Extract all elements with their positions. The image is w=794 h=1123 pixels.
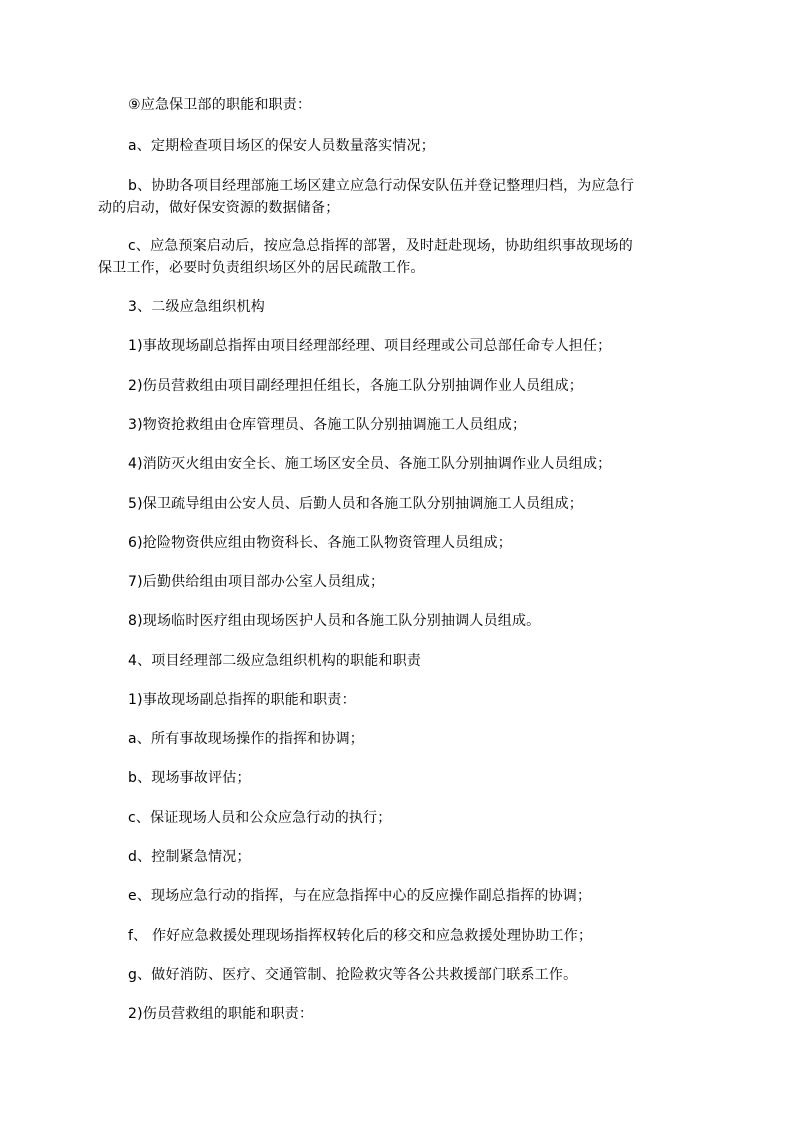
paragraph-item-c-line1: c、应急预案启动后，按应急总指挥的部署，及时赶赴现场，协助组织事故现场的 (128, 238, 633, 254)
list-item-7: 7)后勤供给组由项目部办公室人员组成； (128, 574, 385, 590)
list-item-3: 3)物资抢救组由仓库管理员、各施工队分别抽调施工人员组成； (128, 417, 527, 433)
paragraph-heading-security-duties: ⑨应急保卫部的职能和职责： (128, 97, 312, 113)
section-heading-4: 4、项目经理部二级应急组织机构的职能和职责 (128, 653, 422, 669)
paragraph-item-b-line2: 动的启动，做好保安资源的数据储备； (98, 200, 340, 216)
duty-item-g: g、做好消防、医疗、交通管制、抢险救灾等各公共救援部门联系工作。 (128, 967, 578, 983)
duty-item-b: b、现场事故评估； (128, 770, 251, 786)
duty-item-d: d、控制紧急情况； (128, 849, 251, 865)
list-item-6: 6)抢险物资供应组由物资科长、各施工队物资管理人员组成； (128, 535, 512, 551)
list-item-1: 1)事故现场副总指挥由项目经理部经理、项目经理或公司总部任命专人担任； (128, 338, 612, 354)
duty-item-e: e、现场应急行动的指挥，与在应急指挥中心的反应操作副总指挥的协调； (128, 888, 592, 904)
list-item-2: 2)伤员营救组由项目副经理担任组长，各施工队分别抽调作业人员组成； (128, 378, 583, 394)
subheading-deputy-commander: 1)事故现场副总指挥的职能和职责： (128, 692, 356, 708)
list-item-4: 4)消防灭火组由安全长、施工场区安全员、各施工队分别抽调作业人员组成； (128, 456, 612, 472)
paragraph-item-a: a、定期检查项目场区的保安人员数量落实情况； (128, 138, 435, 154)
list-item-5: 5)保卫疏导组由公安人员、后勤人员和各施工队分别抽调施工人员组成； (128, 496, 583, 512)
subheading-rescue-team: 2)伤员营救组的职能和职责： (128, 1006, 314, 1022)
paragraph-item-b-line1: b、协助各项目经理部施工场区建立应急行动保安队伍并登记整理归档，为应急行 (128, 178, 635, 194)
paragraph-item-c-line2: 保卫工作，必要时负责组织场区外的居民疏散工作。 (98, 260, 425, 276)
list-item-8: 8)现场临时医疗组由现场医护人员和各施工队分别抽调人员组成。 (128, 613, 541, 629)
duty-item-a: a、所有事故现场操作的指挥和协调； (128, 731, 364, 747)
duty-item-c: c、保证现场人员和公众应急行动的执行； (128, 810, 392, 826)
section-heading-3: 3、二级应急组织机构 (128, 299, 265, 315)
duty-item-f: f、 作好应急救援处理现场指挥权转化后的移交和应急救援处理协助工作； (128, 928, 593, 944)
